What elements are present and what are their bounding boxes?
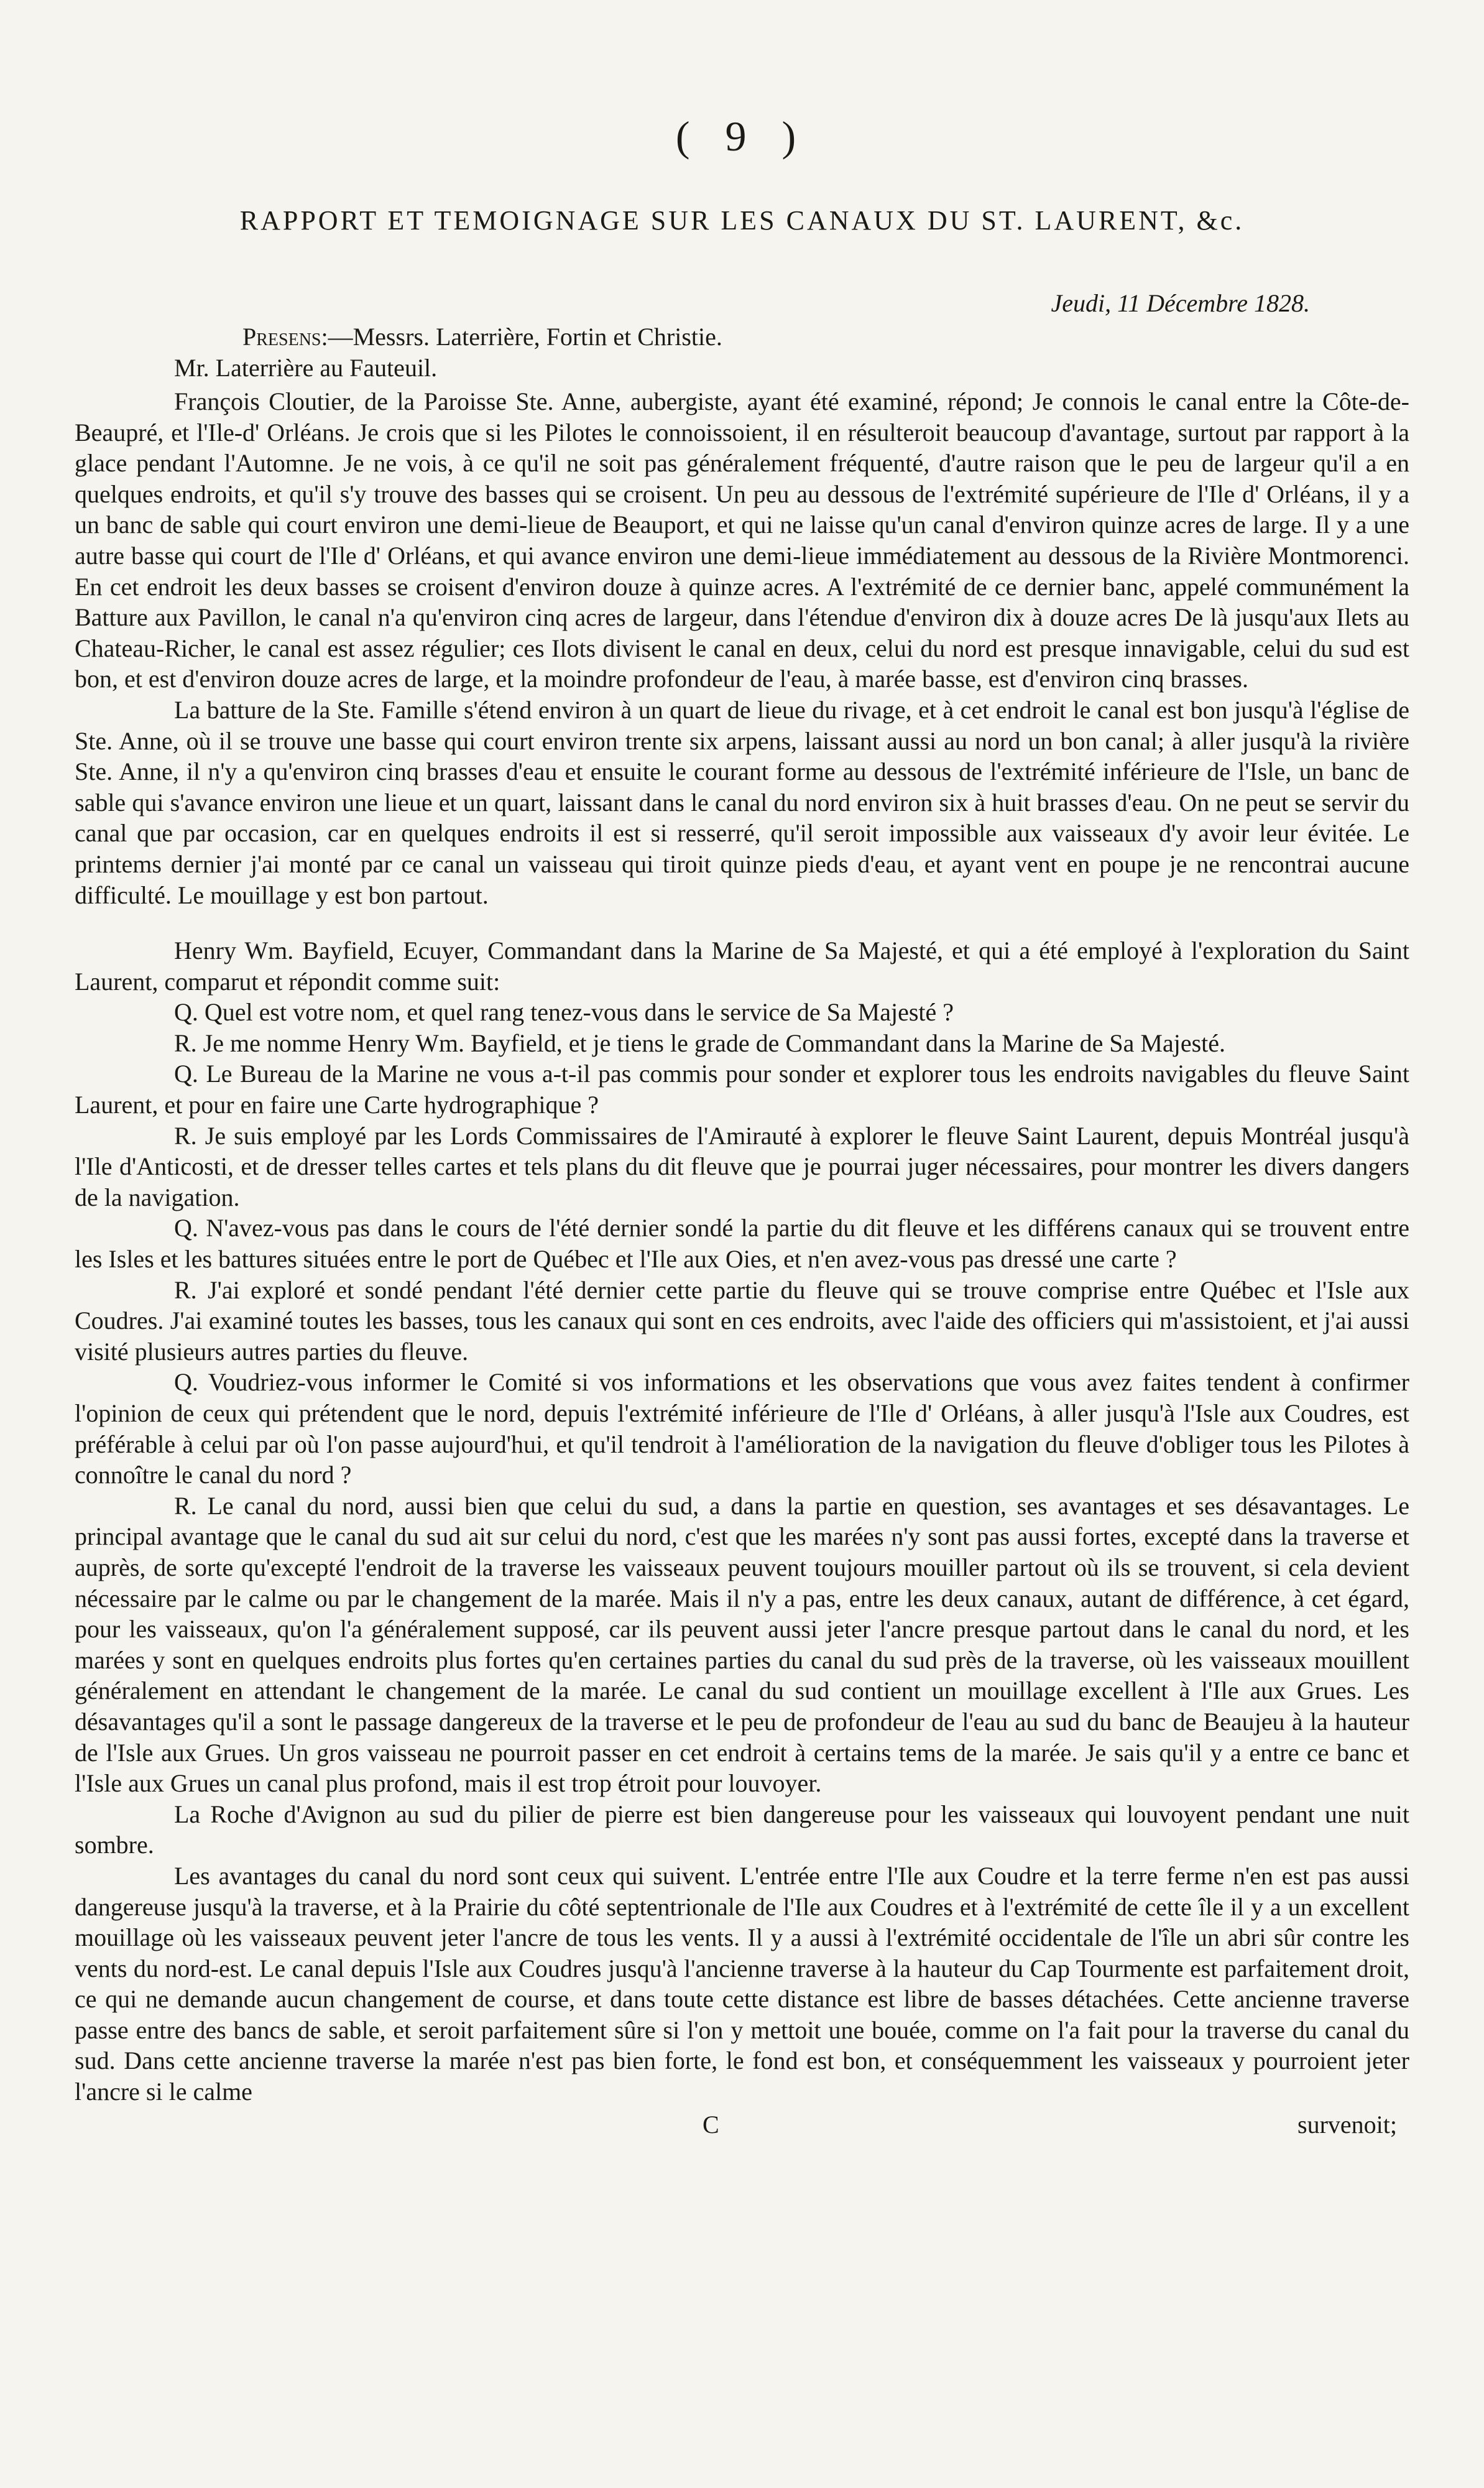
paragraph: Henry Wm. Bayfield, Ecuyer, Commandant dans la Marine de Sa Majesté, et qui a été employé à l'exploration du Saint Laurent, comparut et répondit comme suit: xyxy=(75,936,1409,996)
presents-label: Presens xyxy=(242,323,321,351)
paragraph: Q. Le Bureau de la Marine ne vous a-t-il pas commis pour sonder et explorer tous les endroits navigables du fleuve Saint Laurent, et pour en faire une Carte hydrographique ? xyxy=(75,1060,1409,1119)
presents-names: :—Messrs. Laterrière, Fortin et Christie. xyxy=(321,323,722,351)
paragraph: La batture de la Ste. Famille s'étend environ à un quart de lieue du rivage, et à cet endroit le canal est bon jusqu'à l'église de Ste. Anne, où il se trouve une basse qui court environ trente six arpens, laissant aussi au nord un bon canal; à aller jusqu'à la rivière Ste. Anne, il n'y a qu'environ cinq brasses d'eau et ensuite le courant forme au dessous de l'extrémité inférieure de l'Isle, un banc de sable qui s'avance environ une lieue et un quart, laissant dans le canal du nord environ six à huit brasses d'eau. On ne peut se servir du canal que par occasion, car en quelques endroits il est si resserré, qu'il seroit impossible aux vaisseaux d'y avoir leur évitée. Le printems dernier j'ai monté par ce canal un vaisseau qui tiroit quinze pieds d'eau, et ayant vent en poupe je ne rencontrai aucune difficulté. Le mouillage y est bon partout. xyxy=(75,695,1409,909)
session-date-text: Jeudi, 11 Décembre 1828. xyxy=(1051,289,1310,317)
paragraph: R. Je me nomme Henry Wm. Bayfield, et je tiens le grade de Commandant dans la Marine de Sa Majesté. xyxy=(174,1029,1226,1057)
session-date xyxy=(75,289,1409,318)
page-footer xyxy=(75,2110,1409,2139)
page-number: ( 9 ) xyxy=(675,113,809,160)
chair-line: Mr. Laterrière au Fauteuil. xyxy=(174,354,438,382)
paragraph: R. Je suis employé par les Lords Commissaires de l'Amirauté à explorer le fleuve Saint Laurent, depuis Montréal jusqu'à l'Ile d'Anticosti, et de dresser telles cartes et tels plans du dit fleuve que je pourrai juger nécessaires, pour montrer les divers dangers de la navigation. xyxy=(75,1121,1409,1211)
signature-mark: C xyxy=(703,2110,719,2139)
paragraph: François Cloutier, de la Paroisse Ste. Anne, aubergiste, ayant été examiné, répond; Je connois le canal entre la Côte-de-Beaupré, et l'Ile-d' Orléans. Je crois que si les Pilotes le connoissoient, il en résulteroit beaucoup d'avantage, surtout par rapport à la glace pendant l'Automne. Je ne vois, à ce qu'il ne soit pas généralement fréquenté, d'autre raison que le peu de largeur qu'il a en quelques endroits, et qu'il s'y trouve des basses qui se croisent. Un peu au dessous de l'extrémité supérieure de l'Ile d' Orléans, il y a un banc de sable qui court environ une demi-lieue de Beauport, et qui ne laisse qu'un canal d'environ quinze acres de large. Il y a une autre basse qui court de l'Ile d' Orléans, et qui avance environ une demi-lieue immédiatement au dessous de la Rivière Montmorenci. En cet endroit les deux basses se croisent d'environ douze à quinze acres. A l'extrémité de ce dernier banc, appelé communément la Batture aux Pavillon, le canal n'a qu'environ cinq acres de largeur, dans l'étendue d'environ dix à douze acres De là jusqu'aux Ilets au Chateau-Richer, le canal est assez régulier; ces Ilots divisent le canal en deux, celui du nord est presque innavigable, celui du sud est bon, et est d'environ douze acres de large, et la moindre profondeur de l'eau, à marée basse, est d'environ cinq brasses. xyxy=(75,387,1409,693)
paragraph: Q. Quel est votre nom, et quel rang tenez-vous dans le service de Sa Majesté ? xyxy=(174,998,954,1027)
catchword: survenoit; xyxy=(1297,2110,1397,2139)
paragraph: Q. N'avez-vous pas dans le cours de l'été dernier sondé la partie du dit fleuve et les différens canaux qui se trouvent entre les Isles et les battures situées entre le port de Québec et l'Ile aux Oies, et n'en avez-vous pas dressé une carte ? xyxy=(75,1214,1409,1274)
paragraph: Les avantages du canal du nord sont ceux qui suivent. L'entrée entre l'Ile aux Coudre et la terre ferme n'en est pas aussi dangereuse jusqu'à la traverse, et à la Prairie du côté septentrionale de l'Ile aux Coudres et à l'extrémité de cette île il y a un excellent mouillage où les vaisseaux peuvent jeter l'ancre de tous les vents. Il y a aussi à l'extrémité occidentale de l'île un abri sûr contre les vents du nord-est. Le canal depuis l'Isle aux Coudres jusqu'à l'ancienne traverse à la hauteur du Cap Tourmente est parfaitement droit, ce qui ne demande aucun changement de course, et dans toute cette distance est libre de basses détachées. Cette ancienne traverse passe entre des bancs de sable, et seroit parfaitement sûre si l'on y mettoit une bouée, comme on l'a fait pour la traverse du canal du sud. Dans cette ancienne traverse la marée n'est pas bien forte, le fond est bon, et conséquemment les vaisseaux y pourroient jeter l'ancre si le calme xyxy=(75,1861,1409,2106)
page-title: RAPPORT ET TEMOIGNAGE SUR LES CANAUX DU ST. LAURENT, &c. xyxy=(239,205,1245,236)
paragraph: R. J'ai exploré et sondé pendant l'été dernier cette partie du fleuve qui se trouve comprise entre Québec et l'Isle aux Coudres. J'ai examiné toutes les basses, tous les canaux qui sont en ces endroits, avec l'aide des officiers qui m'assistoient, et j'ai aussi visité plusieurs autres parties du fleuve. xyxy=(75,1275,1409,1366)
presents-line xyxy=(75,321,1409,353)
paragraph: Q. Voudriez-vous informer le Comité si vos informations et les observations que vous avez faites tendent à confirmer l'opinion de ceux qui prétendent que le nord, depuis l'extrémité inférieure de l'Ile d' Orléans, à aller jusqu'à l'Isle aux Coudres, est préférable à celui par où l'on passe aujourd'hui, et qu'il tendroit à l'amélioration de la navigation du fleuve d'obliger tous les Pilotes à connoître le canal du nord ? xyxy=(75,1368,1409,1489)
paragraph: La Roche d'Avignon au sud du pilier de pierre est bien dangereuse pour les vaisseaux qui louvoyent pendant une nuit sombre. xyxy=(75,1800,1409,1859)
paragraph: R. Le canal du nord, aussi bien que celui du sud, a dans la partie en question, ses avantages et ses désavantages. Le principal avantage que le canal du sud ait sur celui du nord, c'est que les marées n'y sont pas aussi fortes, excepté dans la traverse et auprès, de sorte qu'excepté l'endroit de la traverse les vaisseaux peuvent toujours mouiller partout où ils se trouvent, si cela devient nécessaire par le calme ou par le changement de la marée. Mais il n'y a pas, entre les deux canaux, autant de différence, à cet égard, pour les vaisseaux, qu'on l'a généralement supposé, car ils peuvent aussi jeter l'ancre presque partout dans le canal du nord, et les marées y sont en quelques endroits plus fortes qu'en certaines parties du canal du sud près de la traverse, où les vaisseaux mouillent généralement en attendant le changement de la marée. Le canal du sud contient un mouillage excellent à l'Ile aux Grues. Les désavantages qu'il a sont le passage dangereux de la traverse et le peu de profondeur de l'eau au sud du banc de Beaujeu à la hauteur de l'Isle aux Grues. Un gros vaisseau ne pourroit passer en cet endroit à certains tems de la marée. Je sais qu'il y a entre ce banc et l'Isle aux Grues un canal plus profond, mais il est trop étroit pour louvoyer. xyxy=(75,1491,1409,1798)
